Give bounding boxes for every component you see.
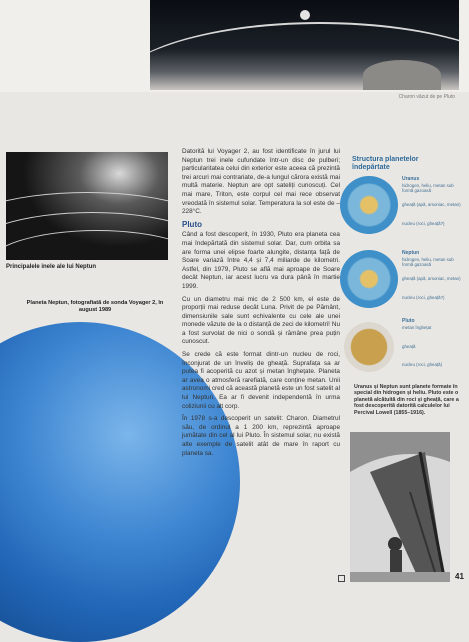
uranus-label: Uranus (402, 176, 420, 182)
main-text-column (182, 148, 340, 462)
structure-title: Structura planetelor îndepărtate (352, 156, 419, 171)
structure-sidebar (352, 156, 466, 172)
page-number: 41 (455, 572, 464, 581)
pluto-note-methane: metan înghețat (402, 325, 432, 330)
end-mark-icon (338, 575, 345, 582)
paragraph-charon: În 1978 s-a descoperit un satelit: Charon. Diametrul său, de ordinul a 1 200 km, reprezintă aproape jumătate din cel al lui Pluto. În sistemul solar, nu există alte exemple de satelit atât de mare în raport cu planeta sa. (182, 415, 340, 457)
neptune-note-atmosphere: hidrogen, heliu, metan sub formă gazoasă (402, 257, 454, 267)
paragraph-pluto-composition: Se crede că este format dintr-un nucleu de roci, înconjurat de un înveliș de gheață. Suprafața sa ar putea fi acoperită cu azot și metan înghețate. Planeta ar avea o atmosferă rarefiată, care conține metan. Unii astronomi cred că această planetă este un fost satelit al lui Neptun. Ea ar fi devenit independentă în urma coliziunii cu alt corp. (182, 351, 340, 410)
paragraph-pluto-size: Cu un diametru mai mic de 2 500 km, el este de proporții mai reduse decât Luna. Privit de pe Pământ, dimensiunile sale sunt echivalente cu cele ale unei monede văzute de la o distanță de zeci de kilometri! Nu a fost survolat de nici o sondă și rămâne prea puțin cunoscut. (182, 295, 340, 346)
uranus-note-core: nucleu (roci, gheață?) (402, 221, 445, 226)
neptune-caption: Planeta Neptun, fotografiată de sonda Voyager 2, în august 1989 (26, 300, 164, 313)
banner-caption: Charon văzut de pe Pluto (398, 94, 455, 100)
uranus-note-ice: gheață (apă, amoniac, metan) (402, 202, 461, 207)
neptune-note-ice: gheață (apă, amoniac, metan) (402, 276, 461, 281)
pluto-diagram (340, 318, 466, 380)
neptune-rings-image (6, 152, 168, 260)
paragraph-pluto-discovery: Când a fost descoperit, în 1930, Pluto era planeta cea mai îndepărtată din sistemul solar. Dar, cum orbita sa are forma unei elipse foarte alungite, distanța față de Soare variază între 4,4 și 7,4 miliarde de kilometri. Astfel, din 1979, Pluto se află mai aproape de Soare decât Neptun, iar acest lucru va dura până în martie 1999. (182, 231, 340, 290)
neptune-label: Neptun (402, 250, 420, 256)
neptune-cross-section (340, 250, 398, 308)
charon-moon (300, 10, 310, 20)
pluto-cross-section (344, 322, 394, 372)
uranus-diagram (340, 176, 466, 242)
pluto-surface-rock (363, 60, 441, 90)
uranus-note-atmosphere: hidrogen, heliu, metan sub formă gazoasă (402, 183, 454, 193)
pluto-note-core: nucleu (roci, gheață) (402, 362, 443, 367)
neptune-note-core: nucleu (roci, gheață?) (402, 295, 445, 300)
pluto-label: Pluto (402, 318, 415, 324)
telescope-illustration (350, 432, 450, 582)
neptune-diagram (340, 250, 466, 316)
paragraph-rings: Datorită lui Voyager 2, au fost identificate în jurul lui Neptun trei inele cufundate într-un disc de pulberi; particularitatea celui din exterior este aceea că prezintă trei arcuri mai contrariate, de-a lungul cărora există mai multă materie. Neptun are opt sateliți cunoscuți. Cel mai mare, Triton, este corpul cel mai rece observat vreodată în sistemul solar. Temperatura la sol este de –228°C. (182, 148, 340, 216)
charon-pluto-image (150, 0, 459, 90)
uranus-cross-section (340, 176, 398, 234)
rings-caption: Principalele inele ale lui Neptun (6, 264, 97, 270)
pluto-note-ice: gheață (402, 344, 416, 349)
pluto-heading: Pluto (182, 219, 202, 229)
telescope-photo (350, 432, 450, 582)
structure-caption: Uranus și Neptun sunt planete formate în special din hidrogen și heliu. Pluto este o planetă alcătuită din roci și gheață, care a fost descoperită datorită calculelor lui Percival Lowell (1855–1916). (354, 384, 459, 416)
